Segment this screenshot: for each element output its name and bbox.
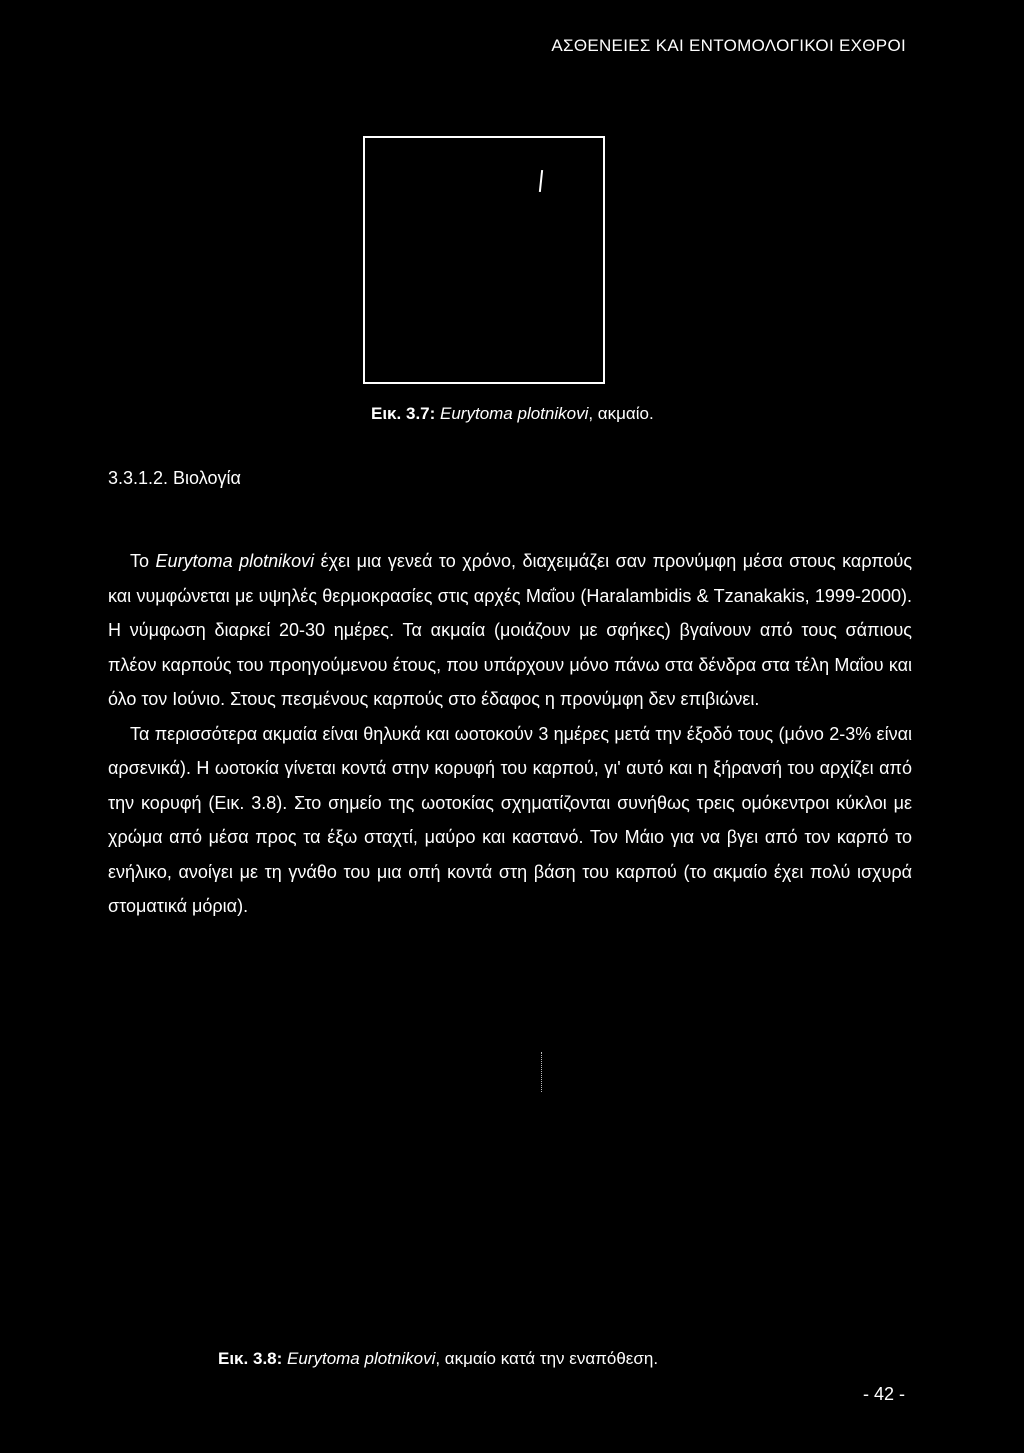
- figure-3-7-label: Εικ. 3.7:: [371, 404, 436, 423]
- figure-3-7-species: Eurytoma plotnikovi: [440, 404, 589, 423]
- paragraph-1: [108, 544, 912, 717]
- paragraph-1-species: Eurytoma plotnikovi: [155, 551, 315, 571]
- page-number: - 42 -: [863, 1384, 906, 1404]
- paragraph-1-lead: Το: [130, 551, 156, 571]
- figure-3-7-suffix: , ακμαίο.: [588, 404, 654, 423]
- figure-mark: [539, 170, 543, 192]
- figure-3-7-caption: [371, 404, 654, 424]
- figure-3-8-label: Εικ. 3.8:: [218, 1349, 283, 1368]
- figure-3-8-caption: [218, 1349, 658, 1369]
- figure-3-7-image: [363, 136, 605, 384]
- running-header: ΑΣΘΕΝΕΙΕΣ ΚΑΙ ΕΝΤΟΜΟΛΟΓΙΚΟΙ ΕΧΘΡΟΙ: [551, 36, 906, 55]
- paragraph-2: Τα περισσότερα ακμαία είναι θηλυκά και ωοτοκούν 3 ημέρες μετά την έξοδό τους (μόνο 2-3% είναι αρσενικά). Η ωοτοκία γίνεται κοντά στην κορυφή του καρπού, γι' αυτό και η ξήρανσή του αρχίζει από την κορυφή (Εικ. 3.8). Στο σημείο της ωοτοκίας σχηματίζονται συνήθως τρεις ομόκεντροι κύκλοι με χρώμα από μέσα προς τα έξω σταχτί, μαύρο και καστανό. Τον Μάιο για να βγει από τον καρπό το ενήλικο, ανοίγει με τη γνάθο του μια οπή κοντά στη βάση του καρπού (το ακμαίο έχει πολύ ισχυρά στοματικά μόρια).: [108, 723, 912, 916]
- section-title: 3.3.1.2. Βιολογία: [108, 468, 241, 488]
- figure-3-8-suffix: , ακμαίο κατά την εναπόθεση.: [435, 1349, 659, 1368]
- body-text: [108, 544, 912, 924]
- figure-3-8-species: Eurytoma plotnikovi: [287, 1349, 436, 1368]
- decorative-dots: [541, 1052, 543, 1092]
- paragraph-1-text: έχει μια γενεά το χρόνο, διαχειμάζει σαν προνύμφη μέσα στους καρπούς και νυμφώνεται με υψηλές θερμοκρασίες στις αρχές Μαΐου (Haralambidis & Tzanakakis, 1999-2000). Η νύμφωση διαρκεί 20-30 ημέρες. Τα ακμαία (μοιάζουν με σφήκες) βγαίνουν από τους σάπιους πλέον καρπούς του προηγούμενου έτους, που υπάρχουν μόνο πάνω στα δένδρα στα τέλη Μαΐου και όλο τον Ιούνιο. Στους πεσμένους καρπούς στο έδαφος η προνύμφη δεν επιβιώνει.: [108, 551, 912, 709]
